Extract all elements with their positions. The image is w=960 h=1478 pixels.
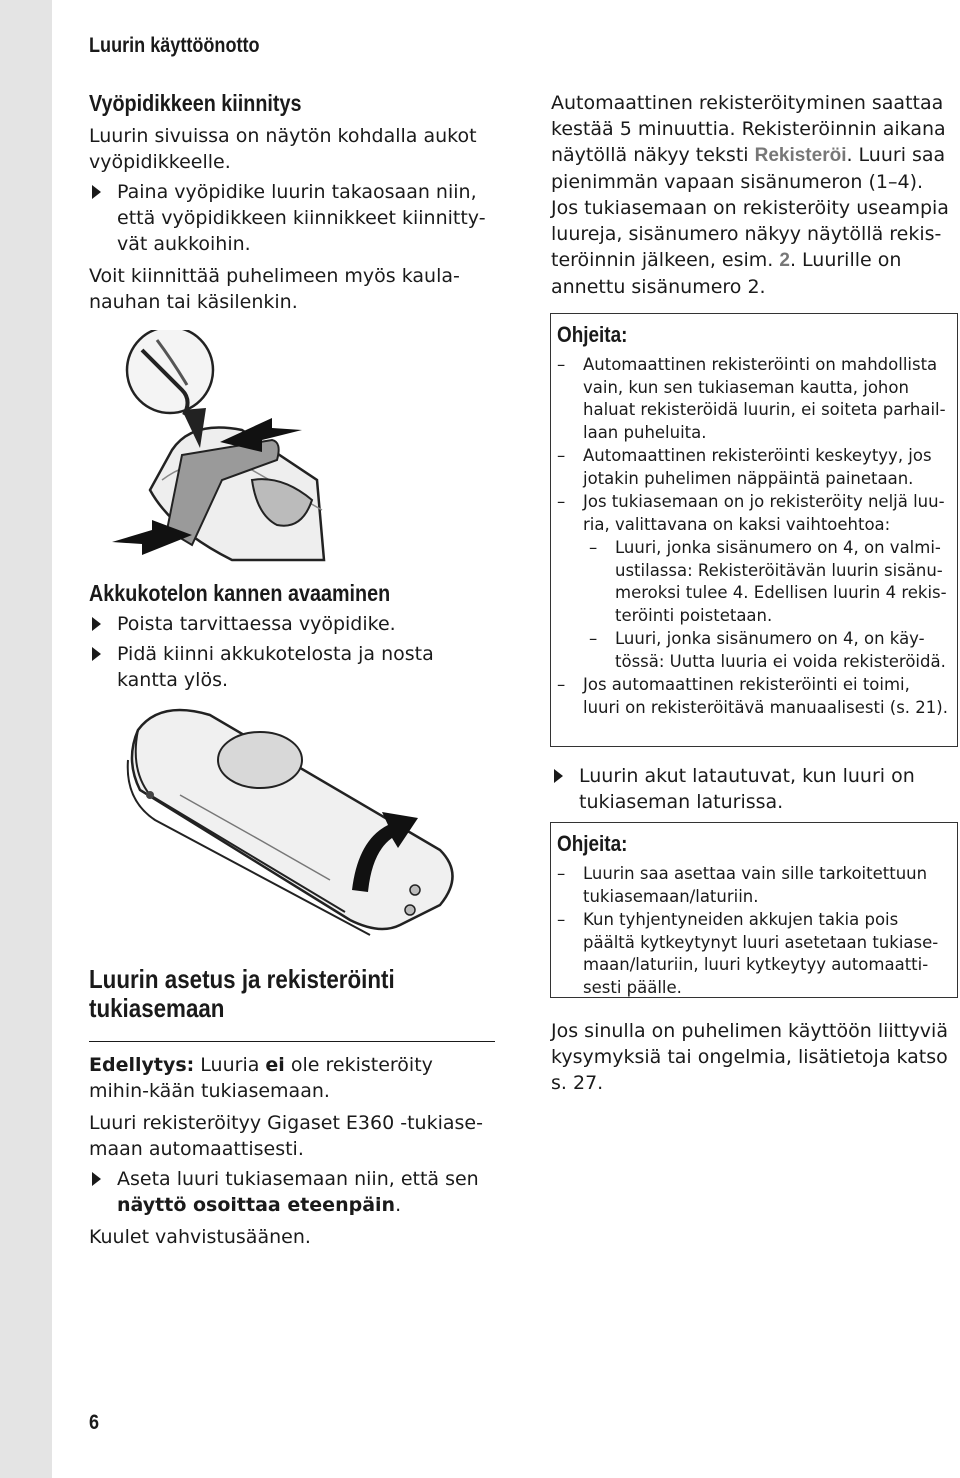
step-arrow-icon (92, 647, 101, 661)
belt-clip-section (89, 90, 499, 315)
battery-cover-heading: Akkukotelon kannen avaaminen (89, 580, 391, 606)
notes-box-registration (550, 313, 958, 747)
note-item: – Luurin saa asettaa vain sille tarkoitettuun tukiasemaan/laturiin. (557, 864, 928, 906)
note-subitem: – Luuri, jonka sisänumero on 4, on valmi-ustilassa: Rekisteröitävän luurin sisänu-meroksi tulee 4. Edellisen luurin 4 rekis-teröinti poistetaan. (589, 538, 947, 625)
registration-heading: Luurin asetus ja rekisteröinti tukiasemaan (89, 964, 395, 1023)
registration-details (551, 90, 956, 300)
note-item: – Jos automaattinen rekisteröinti ei toimi, luuri on rekisteröitävä manuaalisesti (s. 21). (557, 675, 948, 717)
step-arrow-icon (92, 185, 101, 199)
battery-cover-step-1: Poista tarvittaessa vyöpidike. (89, 611, 499, 637)
note-item: – Automaattinen rekisteröinti on mahdollista vain, kun sen tukiaseman kautta, johon haluat rekisteröidä luurin, ei soiteta parhail-laan puheluita. (557, 355, 946, 442)
page-number: 6 (89, 1411, 100, 1434)
closing-section (551, 1018, 956, 1096)
belt-clip-intro: Luurin sivuissa on näytön kohdalla aukot vyöpidikkeelle. (89, 125, 477, 173)
charging-step-section (551, 763, 956, 815)
heading-rule (89, 1041, 495, 1042)
charging-step: Luurin akut latautuvat, kun luuri on tukiaseman laturissa. (551, 763, 956, 815)
display-text-registering: Rekisteröi (754, 145, 847, 166)
notes-heading: Ohjeita: (557, 831, 628, 856)
registration-prerequisite: Edellytys: Luuria ei ole rekisteröity mihin-kään tukiasemaan. (89, 1054, 433, 1102)
notes-box-charging (550, 822, 958, 998)
closing-text: Jos sinulla on puhelimen käyttöön liittyviä kysymyksiä tai ongelmia, lisätietoja katso s. 27. (551, 1020, 948, 1094)
step-arrow-icon (554, 769, 563, 783)
belt-clip-note: Voit kiinnittää puhelimeen myös kaula-nauhan tai käsilenkin. (89, 265, 460, 313)
belt-clip-heading: Vyöpidikkeen kiinnitys (89, 90, 302, 116)
note-item: – Jos tukiasemaan on jo rekisteröity neljä luu-ria, valittavana on kaksi vaihtoehtoa: (557, 492, 945, 534)
step-arrow-icon (92, 1172, 101, 1186)
registration-confirm: Kuulet vahvistusäänen. (89, 1226, 311, 1248)
display-text-number: 2 (779, 250, 790, 271)
registration-auto-text: Luuri rekisteröityy Gigaset E360 -tukiase-maan automaattisesti. (89, 1112, 483, 1160)
battery-cover-section (89, 580, 499, 693)
battery-cover-illustration (120, 700, 465, 940)
registration-step: Aseta luuri tukiasemaan niin, että sen näyttö osoittaa eteenpäin. (89, 1166, 495, 1218)
belt-clip-step: Paina vyöpidike luurin takaosaan niin, että vyöpidikkeen kiinnikkeet kiinnitty-vät aukkoihin. (89, 179, 499, 257)
note-subitem: – Luuri, jonka sisänumero on 4, on käy-tössä: Uutta luuria ei voida rekisteröidä. (589, 629, 946, 671)
page-margin-band (0, 0, 52, 1478)
step-arrow-icon (92, 617, 101, 631)
running-header: Luurin käyttöönotto (89, 34, 260, 57)
registration-duration-text: Automaattinen rekisteröityminen saattaa kestää 5 minuuttia. Rekisteröinnin aikana näytöllä näkyy teksti Rekisteröi. Luuri saa pienimmän vapaan sisänumeron (1–4). Jos tukiasemaan on rekisteröity useampia luureja, sisänumero näkyy näytöllä rekis-teröinnin jälkeen, esim. 2. Luurille on annettu sisänumero 2. (551, 92, 949, 298)
belt-clip-illustration (112, 330, 327, 565)
battery-cover-step-2: Pidä kiinni akkukotelosta ja nosta kantta ylös. (89, 641, 499, 693)
notes-heading: Ohjeita: (557, 322, 628, 347)
registration-section (89, 965, 495, 1250)
note-item: – Automaattinen rekisteröinti keskeytyy, jos jotakin puhelimen näppäintä painetaan. (557, 446, 932, 488)
note-item: – Kun tyhjentyneiden akkujen takia pois päältä kytkeytynyt luuri asetetaan tukiase-maan/laturiin, luuri kytkeytyy automaatti-sesti päälle. (557, 910, 939, 997)
